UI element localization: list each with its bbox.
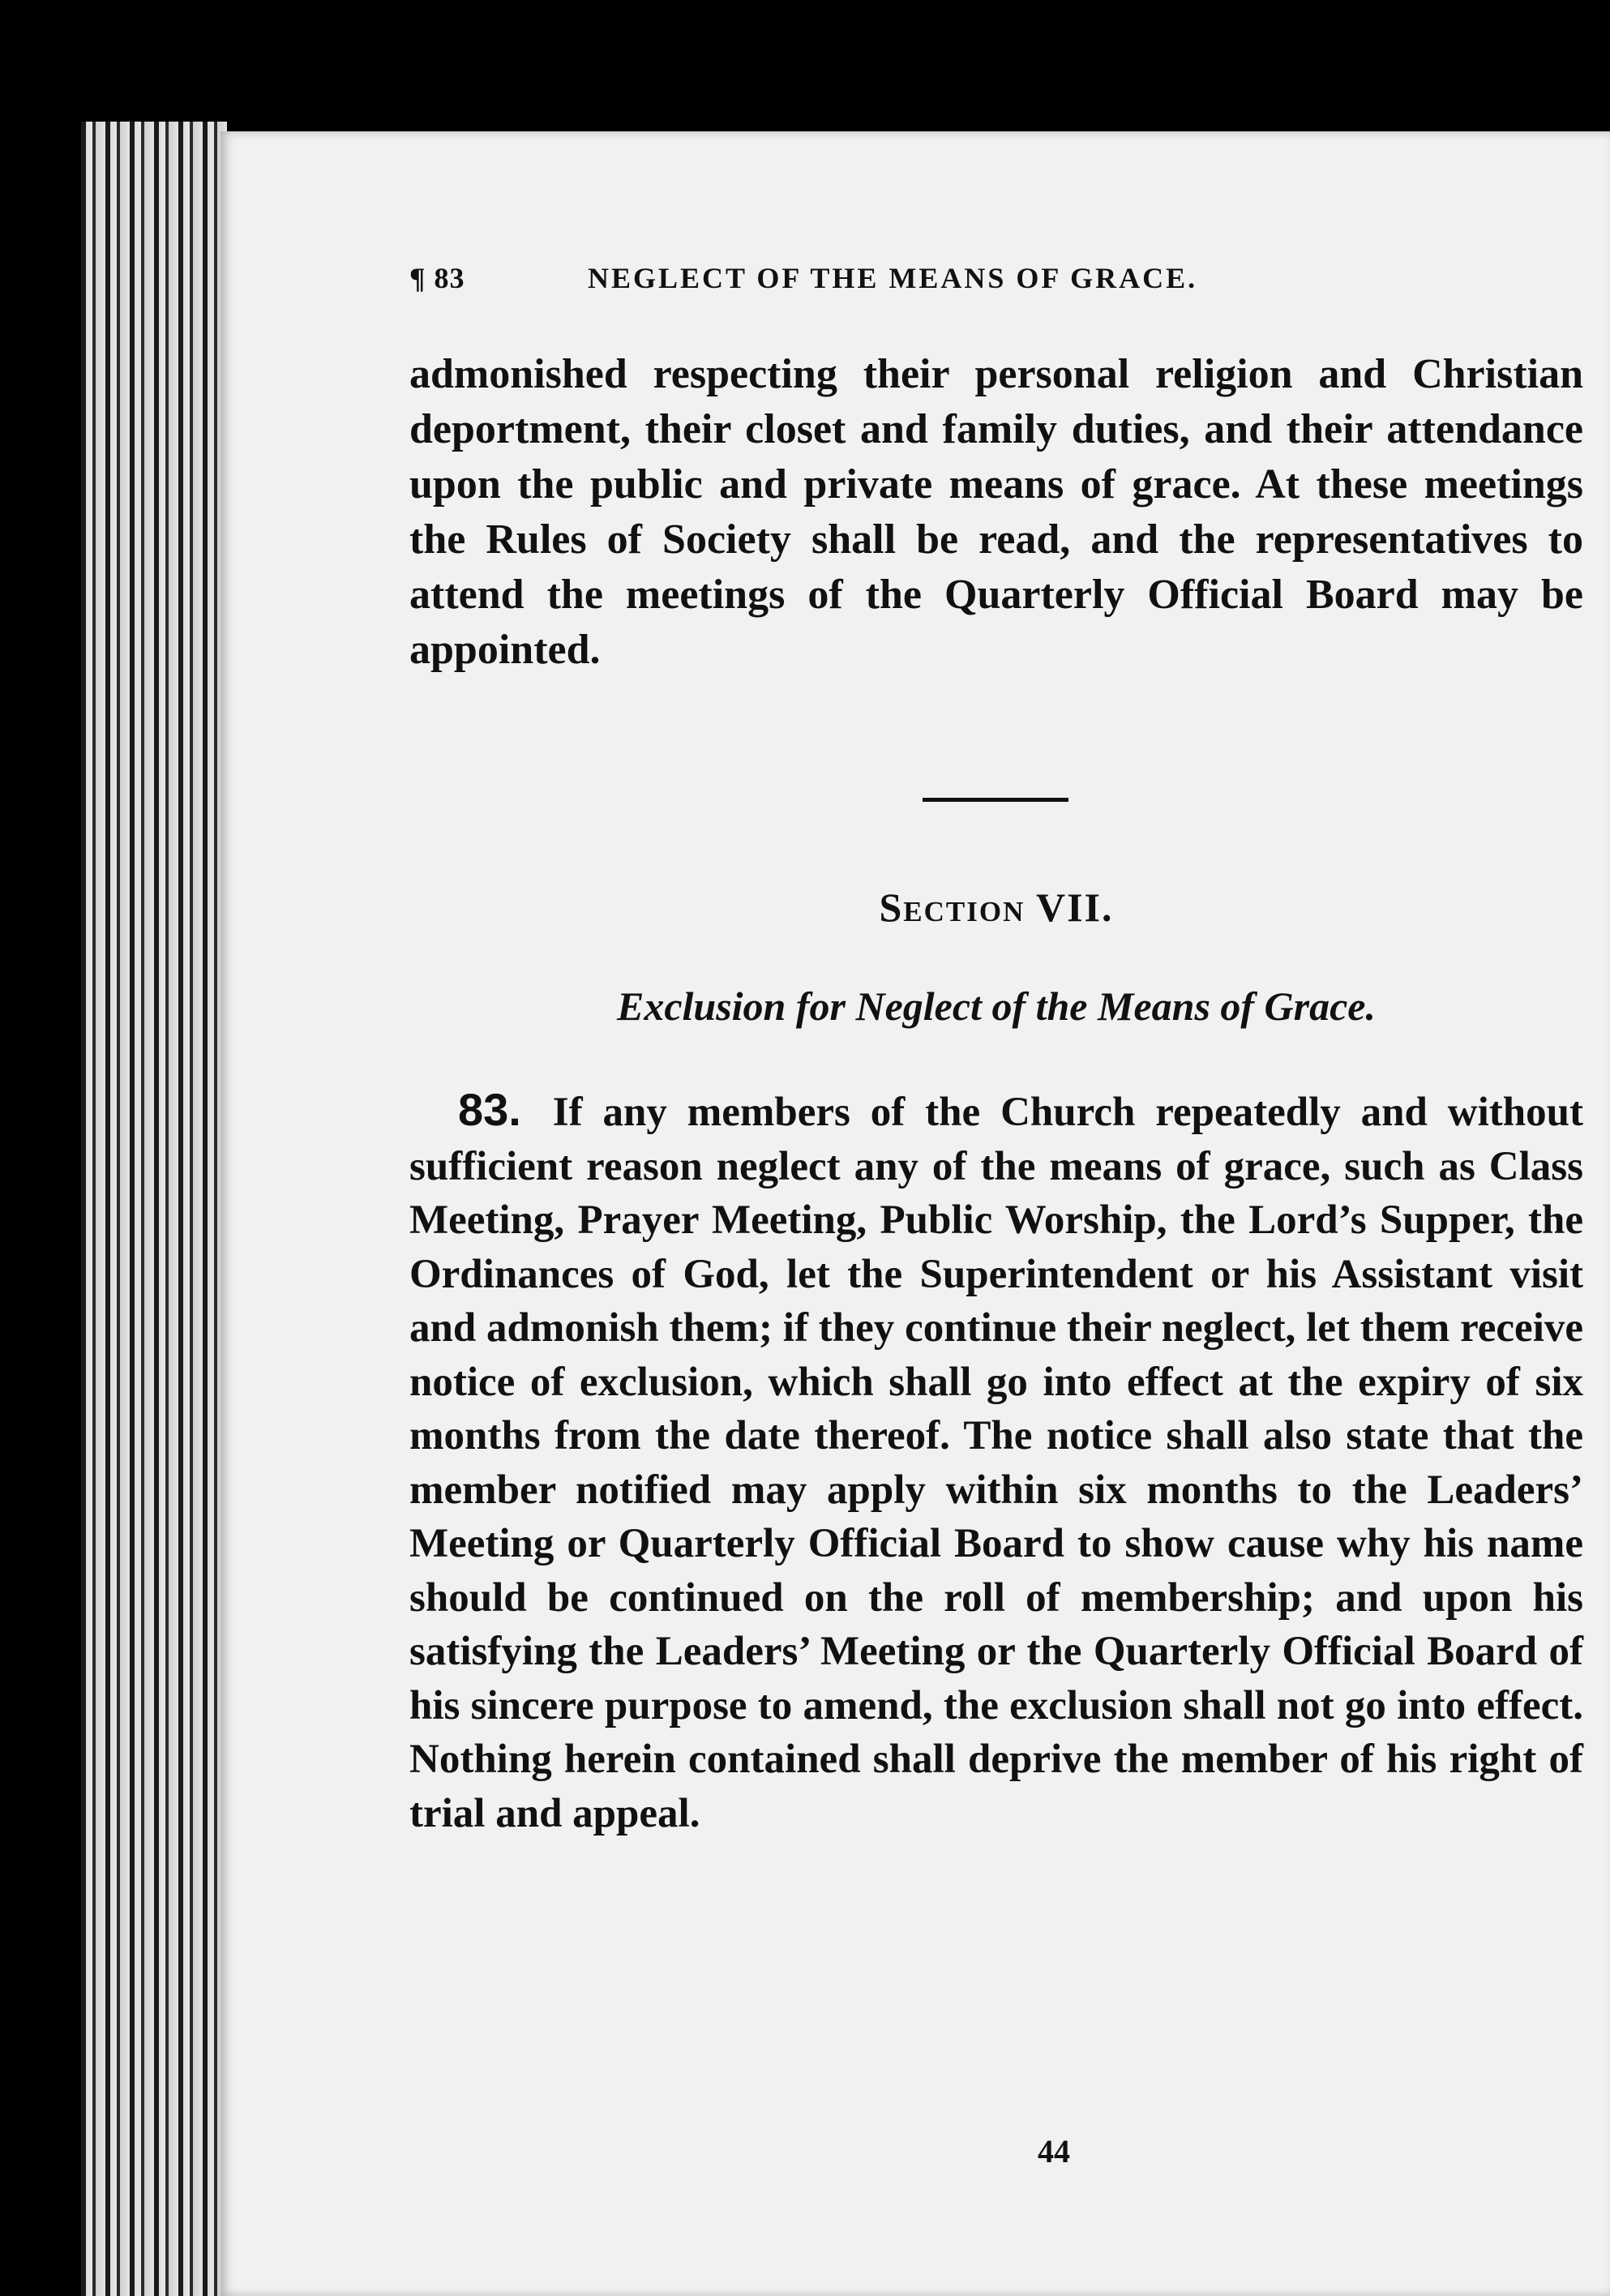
book-page-edges xyxy=(81,122,227,2296)
running-head-paragraph-mark: ¶ 83 xyxy=(409,262,465,294)
running-head-title: NEGLECT OF THE MEANS OF GRACE. xyxy=(588,262,1198,294)
paragraph-number: 83. xyxy=(458,1084,521,1135)
running-head xyxy=(409,261,1382,295)
paragraph-text: If any members of the Church repeatedly and without sufficient reason neglect any of the means of grace, such as Class Meeting, Prayer Meeting, Public Worship, the Lord’s Supper, the Ordinances of God, let the Superintendent or his Assistant visit and admonish them; if they continue their neglect, let them receive notice of exclusion, which shall go into effect at the expiry of six months from the date thereof. The notice shall also state that the member notified may apply within six months to the Leaders’ Meeting or Quarterly Official Board to show cause why his name should be continued on the roll of membership; and upon his satisfying the Leaders’ Meeting or the Quarterly Official Board of his sincere purpose to amend, the exclusion shall not go into effect. Nothing herein contained shall deprive the member of his right of trial and appeal. xyxy=(409,1090,1584,1836)
section-divider-rule xyxy=(923,798,1068,802)
section-heading: Section VII. xyxy=(879,885,1114,930)
paragraph-83 xyxy=(409,1083,1583,1840)
section-subtitle: Exclusion for Neglect of the Means of Grace. xyxy=(616,983,1377,1029)
intro-paragraph: admonished respecting their personal religion and Christian deportment, their closet and family duties, and their attendance upon the public and private means of grace. At these meetings the Rules of Society shall be read, and the representatives to attend the meetings of the Quarterly Official Board may be appointed. xyxy=(409,351,1583,673)
page-number: 44 xyxy=(1038,2133,1070,2170)
